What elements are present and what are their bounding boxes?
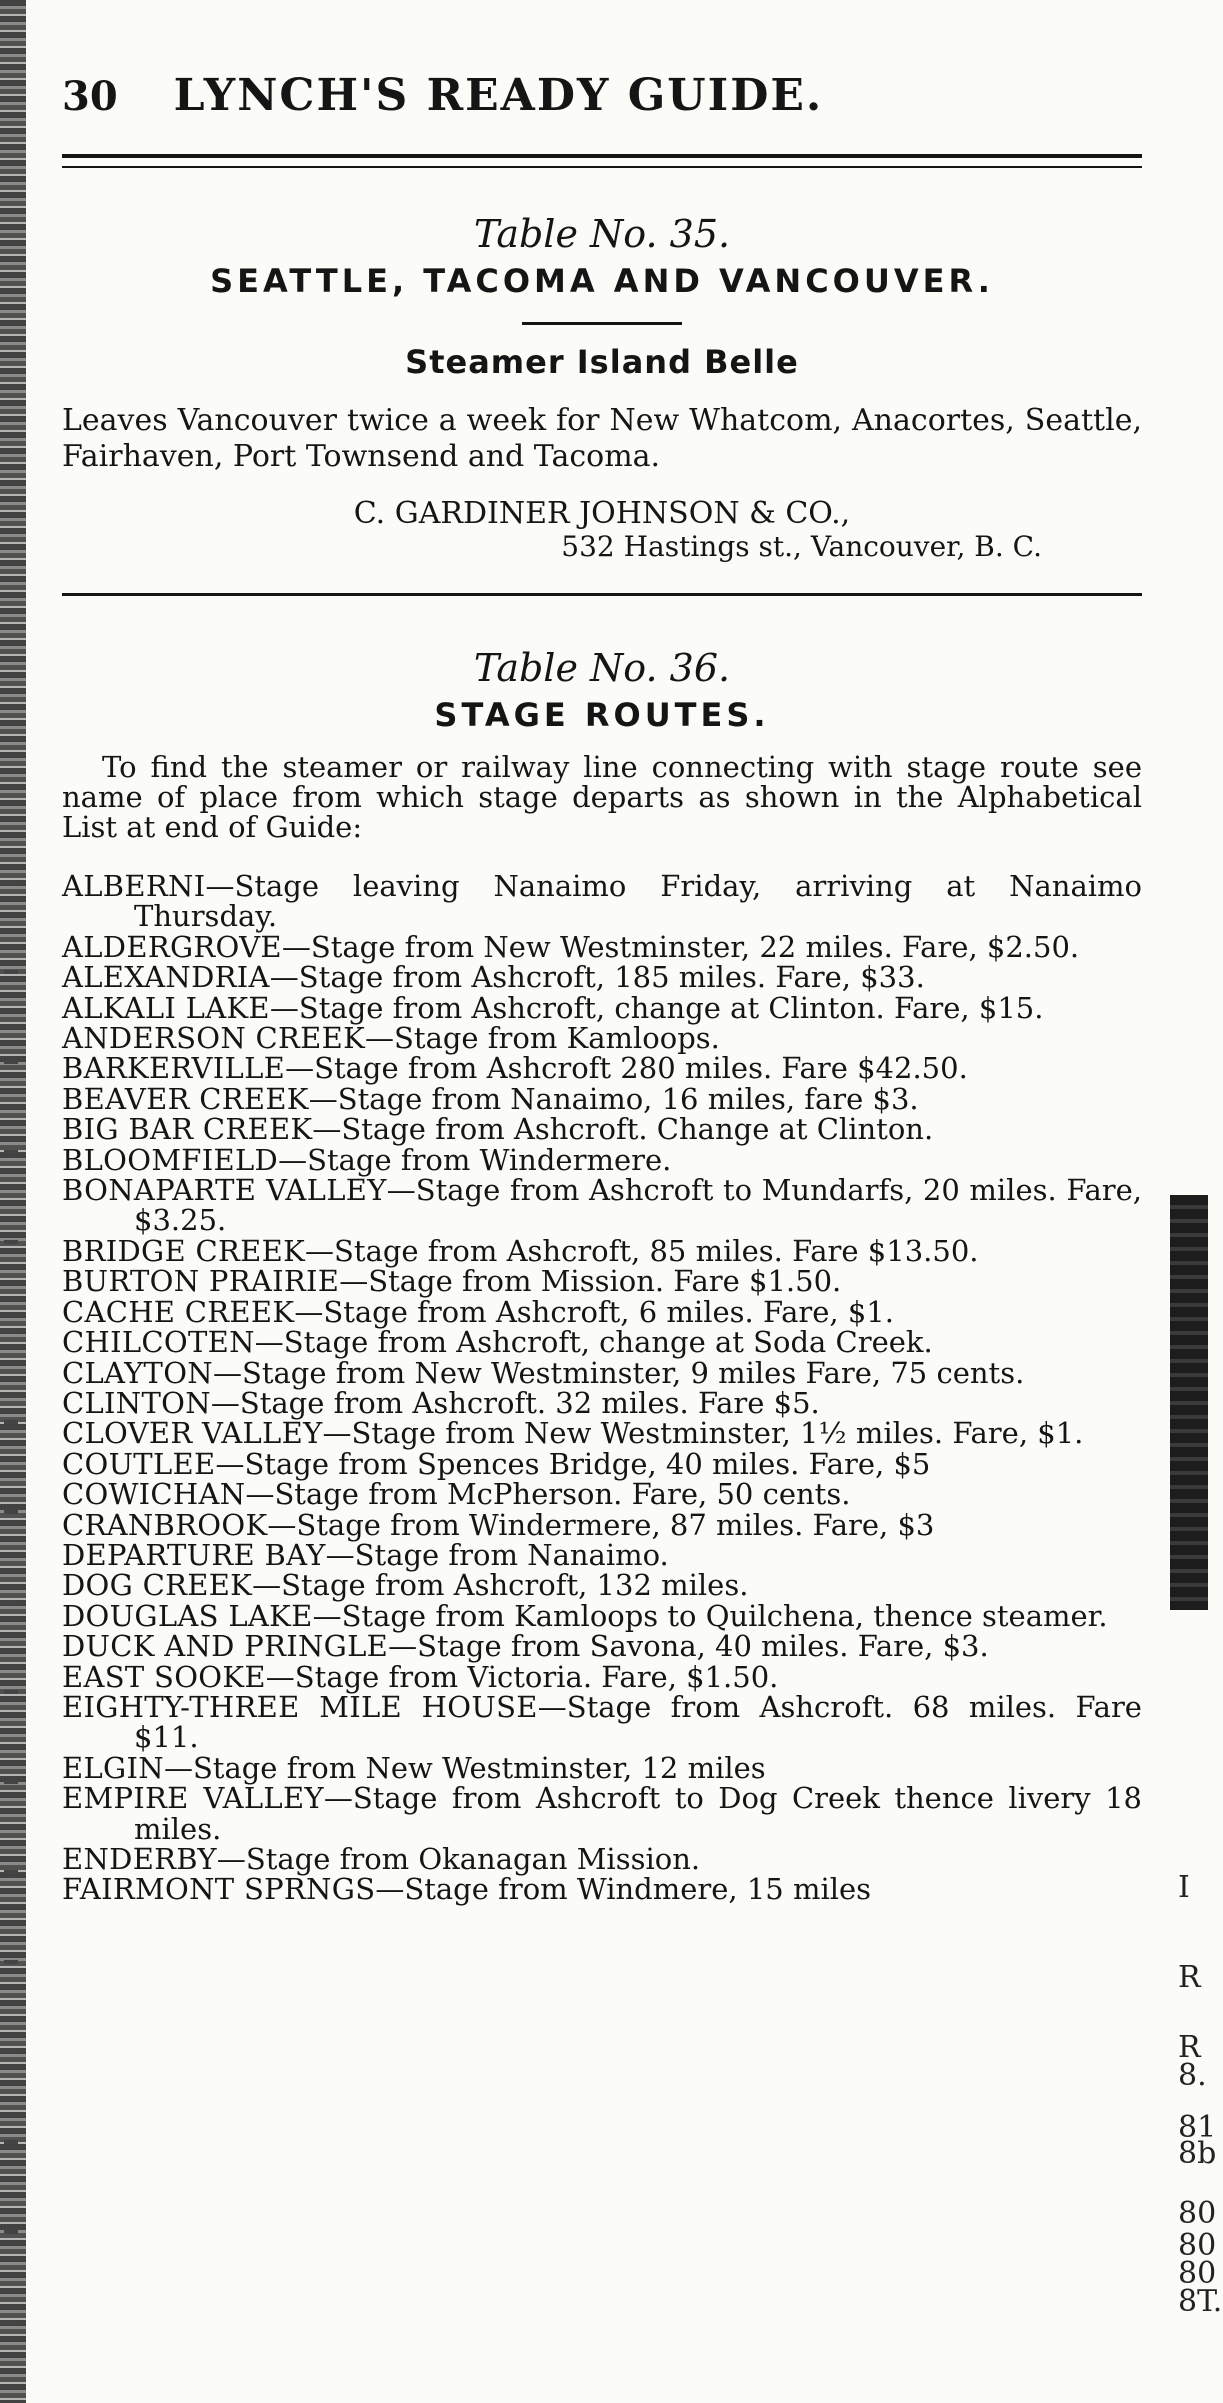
route-description: Stage from Nanaimo. <box>354 1537 669 1572</box>
stage-route-entry <box>62 1844 1142 1874</box>
route-dash: — <box>537 1689 567 1724</box>
route-place-name: CRANBROOK <box>62 1507 268 1542</box>
route-dash: — <box>323 1781 353 1816</box>
route-place-name: ALDERGROVE <box>62 929 282 964</box>
route-dash: — <box>325 1537 355 1572</box>
stage-route-list <box>62 871 1142 1905</box>
route-place-name: EMPIRE VALLEY <box>62 1781 324 1816</box>
route-place-name: BURTON PRAIRIE <box>62 1264 340 1299</box>
route-description: Stage from Ashcroft. 32 miles. Fare $5. <box>239 1385 820 1420</box>
stage-route-entry <box>62 1175 1142 1236</box>
stage-route-entry <box>62 1689 1142 1755</box>
stage-route-entry <box>62 1142 1142 1177</box>
route-place-name: CLAYTON <box>62 1355 213 1390</box>
stage-route-entry <box>62 1783 1142 1844</box>
route-dash: — <box>312 1598 342 1633</box>
margin-fragment: 8b <box>1178 2136 1217 2171</box>
route-description: Stage from Windermere. <box>307 1142 672 1177</box>
route-description: Stage from Ashcroft to Dog Creek thence livery 18 miles. <box>134 1781 1142 1846</box>
route-dash: — <box>205 869 235 903</box>
stage-route-entry <box>62 929 1142 964</box>
stage-route-entry <box>62 1598 1142 1633</box>
route-place-name: COUTLEE <box>62 1446 216 1481</box>
stage-route-entry <box>62 960 1142 995</box>
route-place-name: BLOOMFIELD <box>62 1142 279 1177</box>
table-36 <box>62 646 1142 1905</box>
stage-route-entry <box>62 1294 1142 1329</box>
stage-route-entry <box>62 990 1142 1025</box>
route-description: Stage from New Westminster, 22 miles. Fare, $2.50. <box>310 929 1080 964</box>
header-double-rule <box>62 154 1142 168</box>
route-place-name: BRIDGE CREEK <box>62 1233 306 1268</box>
table-36-heading: STAGE ROUTES. <box>434 696 770 734</box>
route-description: Stage from Ashcroft, 6 miles. Fare, $1. <box>323 1294 894 1329</box>
route-place-name: BARKERVILLE <box>62 1051 286 1086</box>
table-35-heading: SEATTLE, TACOMA AND VANCOUVER. <box>210 262 994 300</box>
stage-route-entry <box>62 1021 1142 1056</box>
route-dash: — <box>216 1842 246 1876</box>
route-description: Stage from New Westminster, 12 miles <box>192 1750 766 1785</box>
route-description: Stage from Ashcroft to Mundarfs, 20 miles. Fare, $3.25. <box>134 1173 1142 1238</box>
route-place-name: ANDERSON CREEK <box>62 1021 366 1056</box>
stage-route-entry <box>62 1659 1142 1694</box>
route-dash: — <box>269 960 299 995</box>
margin-fragment: 80 <box>1178 2196 1217 2231</box>
route-description: Stage from Ashcroft. 68 miles. Fare $11. <box>134 1689 1142 1755</box>
route-place-name: DUCK AND PRINGLE <box>62 1629 389 1664</box>
route-place-name: ALKALI LAKE <box>62 990 270 1025</box>
route-place-name: DOUGLAS LAKE <box>62 1598 313 1633</box>
route-description: Stage from Mission. Fare $1.50. <box>368 1264 842 1299</box>
route-dash: — <box>308 1081 338 1116</box>
route-dash: — <box>267 1507 297 1542</box>
route-dash: — <box>312 1112 342 1147</box>
route-place-name: BONAPARTE VALLEY <box>62 1173 387 1208</box>
stage-route-entry <box>62 1750 1142 1785</box>
margin-fragment: 80 <box>1178 2228 1217 2263</box>
margin-fragment: 80 <box>1178 2256 1217 2291</box>
margin-dark-strip <box>1170 1195 1208 1610</box>
route-place-name: ALBERNI <box>62 869 206 903</box>
route-place-name: CHILCOTEN <box>62 1325 255 1360</box>
margin-fragment: I <box>1178 1870 1190 1905</box>
route-description: Stage from Ashcroft 280 miles. Fare $42.50. <box>314 1051 968 1086</box>
route-description: Stage from Kamloops to Quilchena, thence steamer. <box>341 1598 1108 1633</box>
route-description: Stage from Ashcroft. Change at Clinton. <box>341 1112 934 1147</box>
route-description: Stage from Okanagan Mission. <box>245 1842 701 1876</box>
route-place-name: BIG BAR CREEK <box>62 1112 313 1147</box>
margin-fragment: R <box>1178 2030 1201 2065</box>
table-36-intro: To find the steamer or railway line connecting with stage route see name of place from which stage departs as shown in the Alphabetical List at end of Guide: <box>62 750 1142 844</box>
route-description: Stage from Victoria. Fare, $1.50. <box>294 1659 779 1694</box>
route-dash: — <box>212 1355 242 1390</box>
route-place-name: ALEXANDRIA <box>62 960 270 995</box>
stage-route-entry <box>62 1264 1142 1299</box>
stage-route-entry <box>62 1051 1142 1086</box>
route-description: Stage from New Westminster, 1½ miles. Fare, $1. <box>351 1416 1084 1451</box>
route-dash: — <box>163 1750 193 1785</box>
route-dash: — <box>269 990 299 1025</box>
running-head <box>62 70 1142 140</box>
route-place-name: EIGHTY-THREE MILE HOUSE <box>62 1689 538 1724</box>
route-description: Stage from McPherson. Fare, 50 cents. <box>274 1477 851 1512</box>
short-divider <box>522 322 682 325</box>
stage-route-entry <box>62 1081 1142 1116</box>
binding-edge-marks <box>4 840 18 2340</box>
page <box>62 70 1142 1905</box>
route-description: Stage from Spences Bridge, 40 miles. Fare, $5 <box>244 1446 931 1481</box>
table-35 <box>62 212 1142 596</box>
route-place-name: DOG CREEK <box>62 1568 253 1603</box>
route-description: Stage from New Westminster, 9 miles Fare, 75 cents. <box>241 1355 1025 1390</box>
route-place-name: CACHE CREEK <box>62 1294 295 1329</box>
route-description: Stage from Ashcroft, 132 miles. <box>281 1568 749 1603</box>
route-description: Stage from Kamloops. <box>394 1021 720 1056</box>
margin-fragment: 8T. <box>1178 2284 1223 2319</box>
route-dash: — <box>210 1385 240 1420</box>
route-place-name: DEPARTURE BAY <box>62 1537 326 1572</box>
route-place-name: BEAVER CREEK <box>62 1081 309 1116</box>
route-dash: — <box>252 1568 282 1603</box>
agent-name: C. GARDINER JOHNSON & CO., <box>353 496 851 531</box>
route-dash: — <box>365 1021 395 1056</box>
table-35-subheading: Steamer Island Belle <box>405 343 799 381</box>
stage-route-entry <box>62 1325 1142 1360</box>
route-place-name: CLOVER VALLEY <box>62 1416 323 1451</box>
route-dash: — <box>294 1294 324 1329</box>
route-description: Stage from Windmere, 15 miles <box>404 1872 872 1907</box>
route-place-name: COWICHAN <box>62 1477 246 1512</box>
stage-route-entry <box>62 1537 1142 1572</box>
table-36-number: Table No. 36. <box>473 646 731 690</box>
stage-route-entry <box>62 1568 1142 1603</box>
margin-fragment: R <box>1178 1960 1201 1995</box>
route-dash: — <box>386 1173 416 1208</box>
margin-fragment: 8. <box>1178 2058 1207 2093</box>
route-dash: — <box>278 1142 308 1177</box>
route-description: Stage from Nanaimo, 16 miles, fare $3. <box>337 1081 919 1116</box>
route-dash: — <box>265 1659 295 1694</box>
route-place-name: ENDERBY <box>62 1842 217 1876</box>
stage-route-entry <box>62 871 1142 932</box>
route-dash: — <box>305 1233 335 1268</box>
route-description: Stage leaving Nanaimo Friday, arriving at Nanaimo Thursday. <box>134 869 1142 934</box>
stage-route-entry <box>62 1477 1142 1512</box>
route-dash: — <box>245 1477 275 1512</box>
stage-route-entry <box>62 1385 1142 1420</box>
route-dash: — <box>281 929 311 964</box>
route-dash: — <box>215 1446 245 1481</box>
route-dash: — <box>285 1051 315 1086</box>
stage-route-entry <box>62 1446 1142 1481</box>
route-dash: — <box>388 1629 418 1664</box>
table-35-text: Leaves Vancouver twice a week for New Whatcom, Anacortes, Seattle, Fairhaven, Port Townsend and Tacoma. <box>62 403 1142 474</box>
route-description: Stage from Savona, 40 miles. Fare, $3. <box>417 1629 989 1664</box>
route-description: Stage from Ashcroft, 185 miles. Fare, $33. <box>298 960 925 995</box>
route-dash: — <box>339 1264 369 1299</box>
section-divider <box>62 593 1142 596</box>
route-place-name: EAST SOOKE <box>62 1659 266 1694</box>
route-description: Stage from Windermere, 87 miles. Fare, $3 <box>296 1507 935 1542</box>
stage-route-entry <box>62 1355 1142 1390</box>
route-place-name: FAIRMONT SPRNGS <box>62 1872 376 1907</box>
table-35-number: Table No. 35. <box>473 212 731 256</box>
stage-route-entry <box>62 1416 1142 1451</box>
stage-route-entry <box>62 1872 1142 1907</box>
route-description: Stage from Ashcroft, change at Clinton. Fare, $15. <box>298 990 1044 1025</box>
route-dash: — <box>254 1325 284 1360</box>
stage-route-entry <box>62 1507 1142 1542</box>
route-dash: — <box>322 1416 352 1451</box>
stage-route-entry <box>62 1629 1142 1664</box>
page-number: 30 <box>62 73 118 120</box>
route-dash: — <box>375 1872 405 1907</box>
stage-route-entry <box>62 1233 1142 1268</box>
route-description: Stage from Ashcroft, change at Soda Creek. <box>283 1325 933 1360</box>
running-head-title: LYNCH'S READY GUIDE. <box>173 70 824 121</box>
agent-address: 532 Hastings st., Vancouver, B. C. <box>561 530 1042 563</box>
route-description: Stage from Ashcroft, 85 miles. Fare $13.50. <box>334 1233 979 1268</box>
margin-fragment: 81 <box>1178 2110 1217 2145</box>
stage-route-entry <box>62 1112 1142 1147</box>
route-place-name: CLINTON <box>62 1385 211 1420</box>
route-place-name: ELGIN <box>62 1750 164 1785</box>
